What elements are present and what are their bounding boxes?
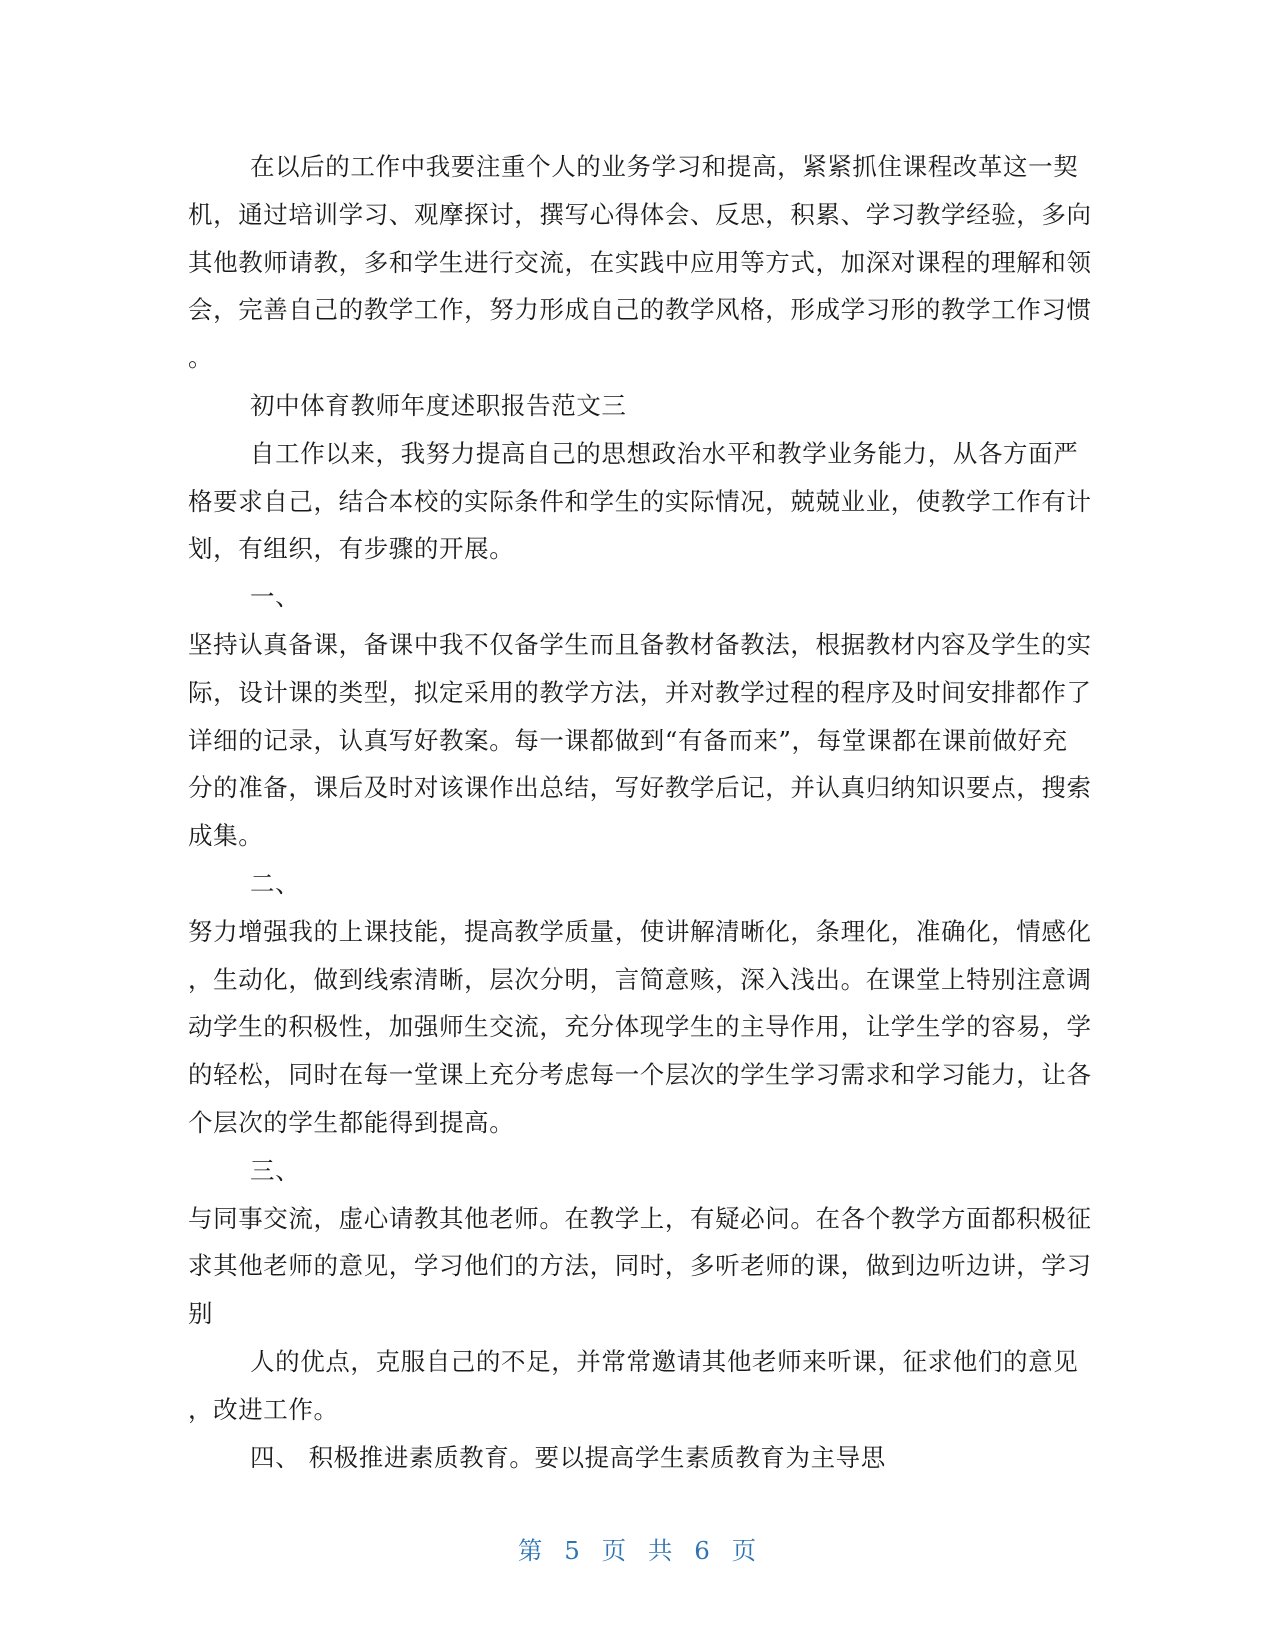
footer-label-unit2: 页 [731, 1536, 758, 1565]
text-line: 动学生的积极性，加强师生交流，充分体现学生的主导作用，让学生学的容易，学 [188, 1012, 1092, 1042]
text-line: 坚持认真备课，备课中我不仅备学生而且备教材备教法，根据教材内容及学生的实 [188, 629, 1092, 659]
text-line: 自工作以来，我努力提高自己的思想政治水平和教学业务能力，从各方面严 [250, 438, 1079, 468]
text-line: 格要求自己，结合本校的实际条件和学生的实际情况，兢兢业业，使教学工作有计 [188, 486, 1092, 516]
text-line: 详细的记录，认真写好教案。每一课都做到“有备而来”，每堂课都在课前做好充 [188, 725, 1068, 755]
text-line: 努力增强我的上课技能，提高教学质量，使讲解清晰化，条理化，准确化，情感化 [188, 916, 1092, 946]
text-line: 别 [188, 1299, 214, 1329]
text-line: 的轻松，同时在每一堂课上充分考虑每一个层次的学生学习需求和学习能力，让各 [188, 1060, 1092, 1090]
text-line: ，改进工作。 [188, 1394, 339, 1424]
document-body [188, 143, 1092, 1481]
text-line: 。 [188, 343, 214, 373]
text-line: 划，有组织，有步骤的开展。 [188, 534, 515, 564]
page-footer [0, 1532, 1275, 1567]
text-line: 在以后的工作中我要注重个人的业务学习和提高，紧紧抓住课程改革这一契 [250, 152, 1079, 181]
footer-label-page: 第 [517, 1536, 544, 1565]
text-line: 与同事交流，虚心请教其他老师。在教学上，有疑必问。在各个教学方面都积极征 [188, 1203, 1092, 1233]
section-title: 初中体育教师年度述职报告范文三 [250, 390, 627, 420]
text-line: 四、 积极推进素质教育。要以提高学生素质教育为主导思 [250, 1442, 886, 1472]
text-line: 分的准备，课后及时对该课作出总结，写好教学后记，并认真归纳知识要点，搜索 [188, 773, 1092, 803]
footer-current-page: 5 [564, 1536, 581, 1565]
section-number: 一、 [250, 582, 301, 612]
footer-total-pages: 6 [694, 1536, 711, 1565]
text-line: 个层次的学生都能得到提高。 [188, 1107, 515, 1137]
text-line: 其他教师请教，多和学生进行交流，在实践中应用等方式，加深对课程的理解和领 [188, 247, 1092, 277]
section-number: 三、 [250, 1155, 301, 1185]
text-line: 成集。 [188, 821, 264, 851]
text-line: 会，完善自己的教学工作，努力形成自己的教学风格，形成学习形的教学工作习惯 [188, 295, 1092, 325]
text-line: 人的优点，克服自己的不足，并常常邀请其他老师来听课，征求他们的意见 [250, 1346, 1079, 1376]
section-number: 二、 [250, 868, 301, 898]
text-line: ，生动化，做到线索清晰，层次分明，言简意赅，深入浅出。在课堂上特别注意调 [188, 964, 1092, 994]
text-line: 际，设计课的类型，拟定采用的教学方法，并对教学过程的程序及时间安排都作了 [188, 677, 1092, 707]
footer-label-unit: 页 [601, 1536, 628, 1565]
text-line: 求其他老师的意见，学习他们的方法，同时，多听老师的课，做到边听边讲，学习 [188, 1251, 1092, 1281]
footer-label-total: 共 [647, 1536, 674, 1565]
text-line: 机，通过培训学习、观摩探讨，撰写心得体会、反思，积累、学习教学经验，多向 [188, 199, 1092, 229]
